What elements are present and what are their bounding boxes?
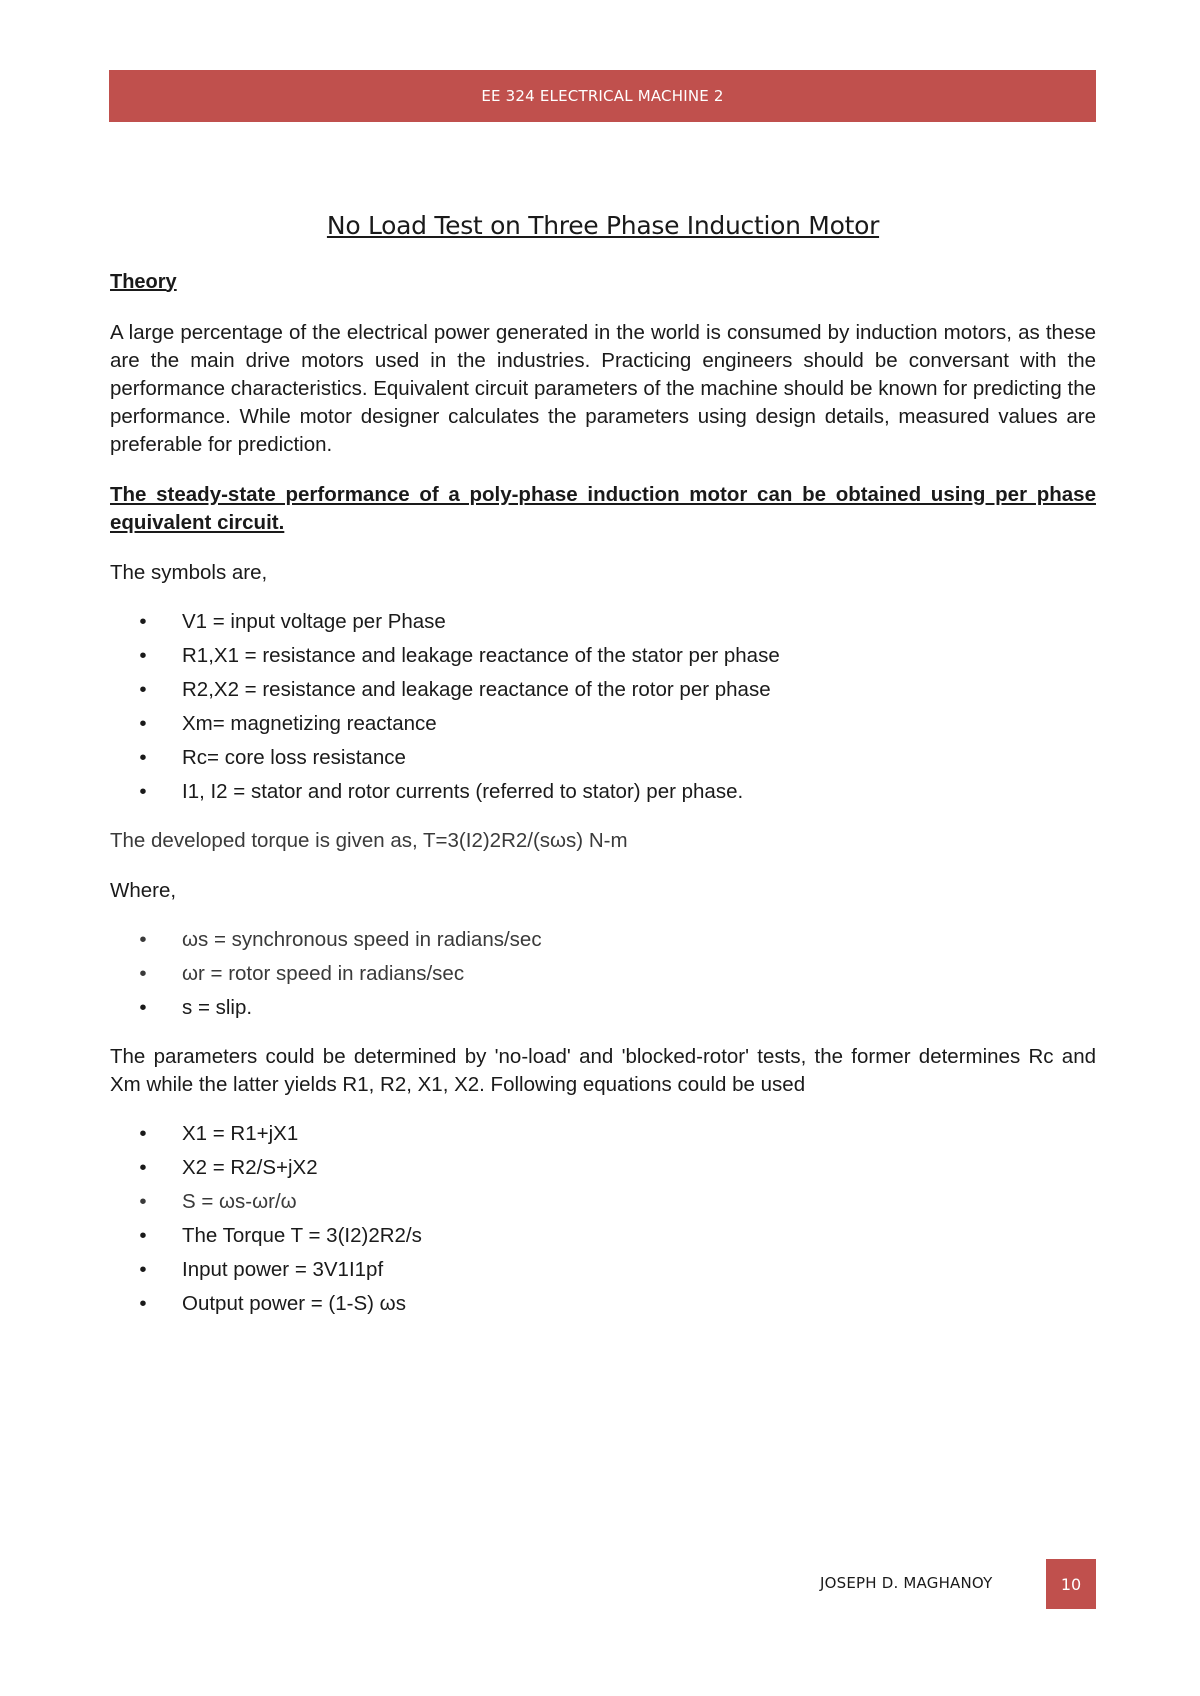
bullet-icon: •	[139, 711, 147, 735]
bullet-icon: •	[139, 609, 147, 633]
list-item	[132, 1253, 1096, 1287]
bullet-icon: •	[139, 643, 147, 667]
symbols-list	[110, 605, 1096, 809]
list-item	[132, 923, 1096, 957]
list-item	[132, 707, 1096, 741]
list-item-text: V1 = input voltage per Phase	[182, 609, 446, 633]
list-item	[132, 741, 1096, 775]
list-item-text: ωr = rotor speed in radians/sec	[182, 961, 465, 985]
list-item-text: Input power = 3V1I1pf	[182, 1257, 384, 1281]
list-item-text: R1,X1 = resistance and leakage reactance of the stator per phase	[182, 643, 780, 667]
course-title: EE 324 ELECTRICAL MACHINE 2	[481, 87, 724, 105]
document-body	[110, 210, 1096, 1321]
list-item	[132, 1151, 1096, 1185]
header-banner	[109, 70, 1096, 122]
bullet-icon: •	[139, 1155, 147, 1179]
list-item-text: Xm= magnetizing reactance	[182, 711, 437, 735]
footer-author: JOSEPH D. MAGHANOY	[820, 1574, 993, 1592]
symbols-intro: The symbols are,	[110, 560, 268, 584]
list-item-text: X2 = R2/S+jX2	[182, 1155, 318, 1179]
list-item	[132, 957, 1096, 991]
list-item	[132, 1287, 1096, 1321]
list-item-text: R2,X2 = resistance and leakage reactance of the rotor per phase	[182, 677, 771, 701]
list-item	[132, 1185, 1096, 1219]
bullet-icon: •	[139, 677, 147, 701]
theory-heading: Theory	[110, 270, 177, 293]
bullet-icon: •	[139, 779, 147, 803]
page-title: No Load Test on Three Phase Induction Motor	[326, 211, 880, 240]
bullet-icon: •	[139, 927, 147, 951]
page-number-badge: 10	[1046, 1559, 1096, 1609]
torque-formula: The developed torque is given as, T=3(I2)2R2/(sωs) N-m	[110, 828, 628, 852]
where-label: Where,	[110, 878, 177, 902]
list-item-text: Rc= core loss resistance	[182, 745, 406, 769]
steady-state-subheading: The steady-state performance of a poly-phase induction motor can be obtained using per phase equivalent circuit.	[110, 482, 1096, 534]
list-item-text: S = ωs-ωr/ω	[182, 1189, 297, 1213]
bullet-icon: •	[139, 1189, 147, 1213]
bullet-icon: •	[139, 1121, 147, 1145]
list-item-text: The Torque T = 3(I2)2R2/s	[182, 1223, 422, 1247]
parameters-paragraph: The parameters could be determined by 'no-load' and 'blocked-rotor' tests, the former determines Rc and Xm while the latter yields R1, R2, X1, X2. Following equations could be used	[110, 1044, 1096, 1096]
bullet-icon: •	[139, 961, 147, 985]
list-item	[132, 639, 1096, 673]
list-item-text: s = slip.	[182, 995, 253, 1019]
where-list	[110, 923, 1096, 1025]
bullet-icon: •	[139, 1257, 147, 1281]
bullet-icon: •	[139, 1223, 147, 1247]
list-item-text: I1, I2 = stator and rotor currents (referred to stator) per phase.	[182, 779, 744, 803]
bullet-icon: •	[139, 745, 147, 769]
list-item	[132, 1117, 1096, 1151]
list-item	[132, 605, 1096, 639]
bullet-icon: •	[139, 1291, 147, 1315]
list-item	[132, 1219, 1096, 1253]
list-item-text: ωs = synchronous speed in radians/sec	[182, 927, 542, 951]
bullet-icon: •	[139, 995, 147, 1019]
equations-list	[110, 1117, 1096, 1321]
list-item-text: Output power = (1-S) ωs	[182, 1291, 406, 1315]
intro-paragraph: A large percentage of the electrical power generated in the world is consumed by induction motors, as these are the main drive motors used in the industries. Practicing engineers should be conversant with the performance characteristics. Equivalent circuit parameters of the machine should be known for predicting the performance. While motor designer calculates the parameters using design details, measured values are preferable for prediction.	[110, 320, 1096, 456]
list-item	[132, 673, 1096, 707]
list-item	[132, 775, 1096, 809]
list-item-text: X1 = R1+jX1	[182, 1121, 299, 1145]
list-item	[132, 991, 1096, 1025]
